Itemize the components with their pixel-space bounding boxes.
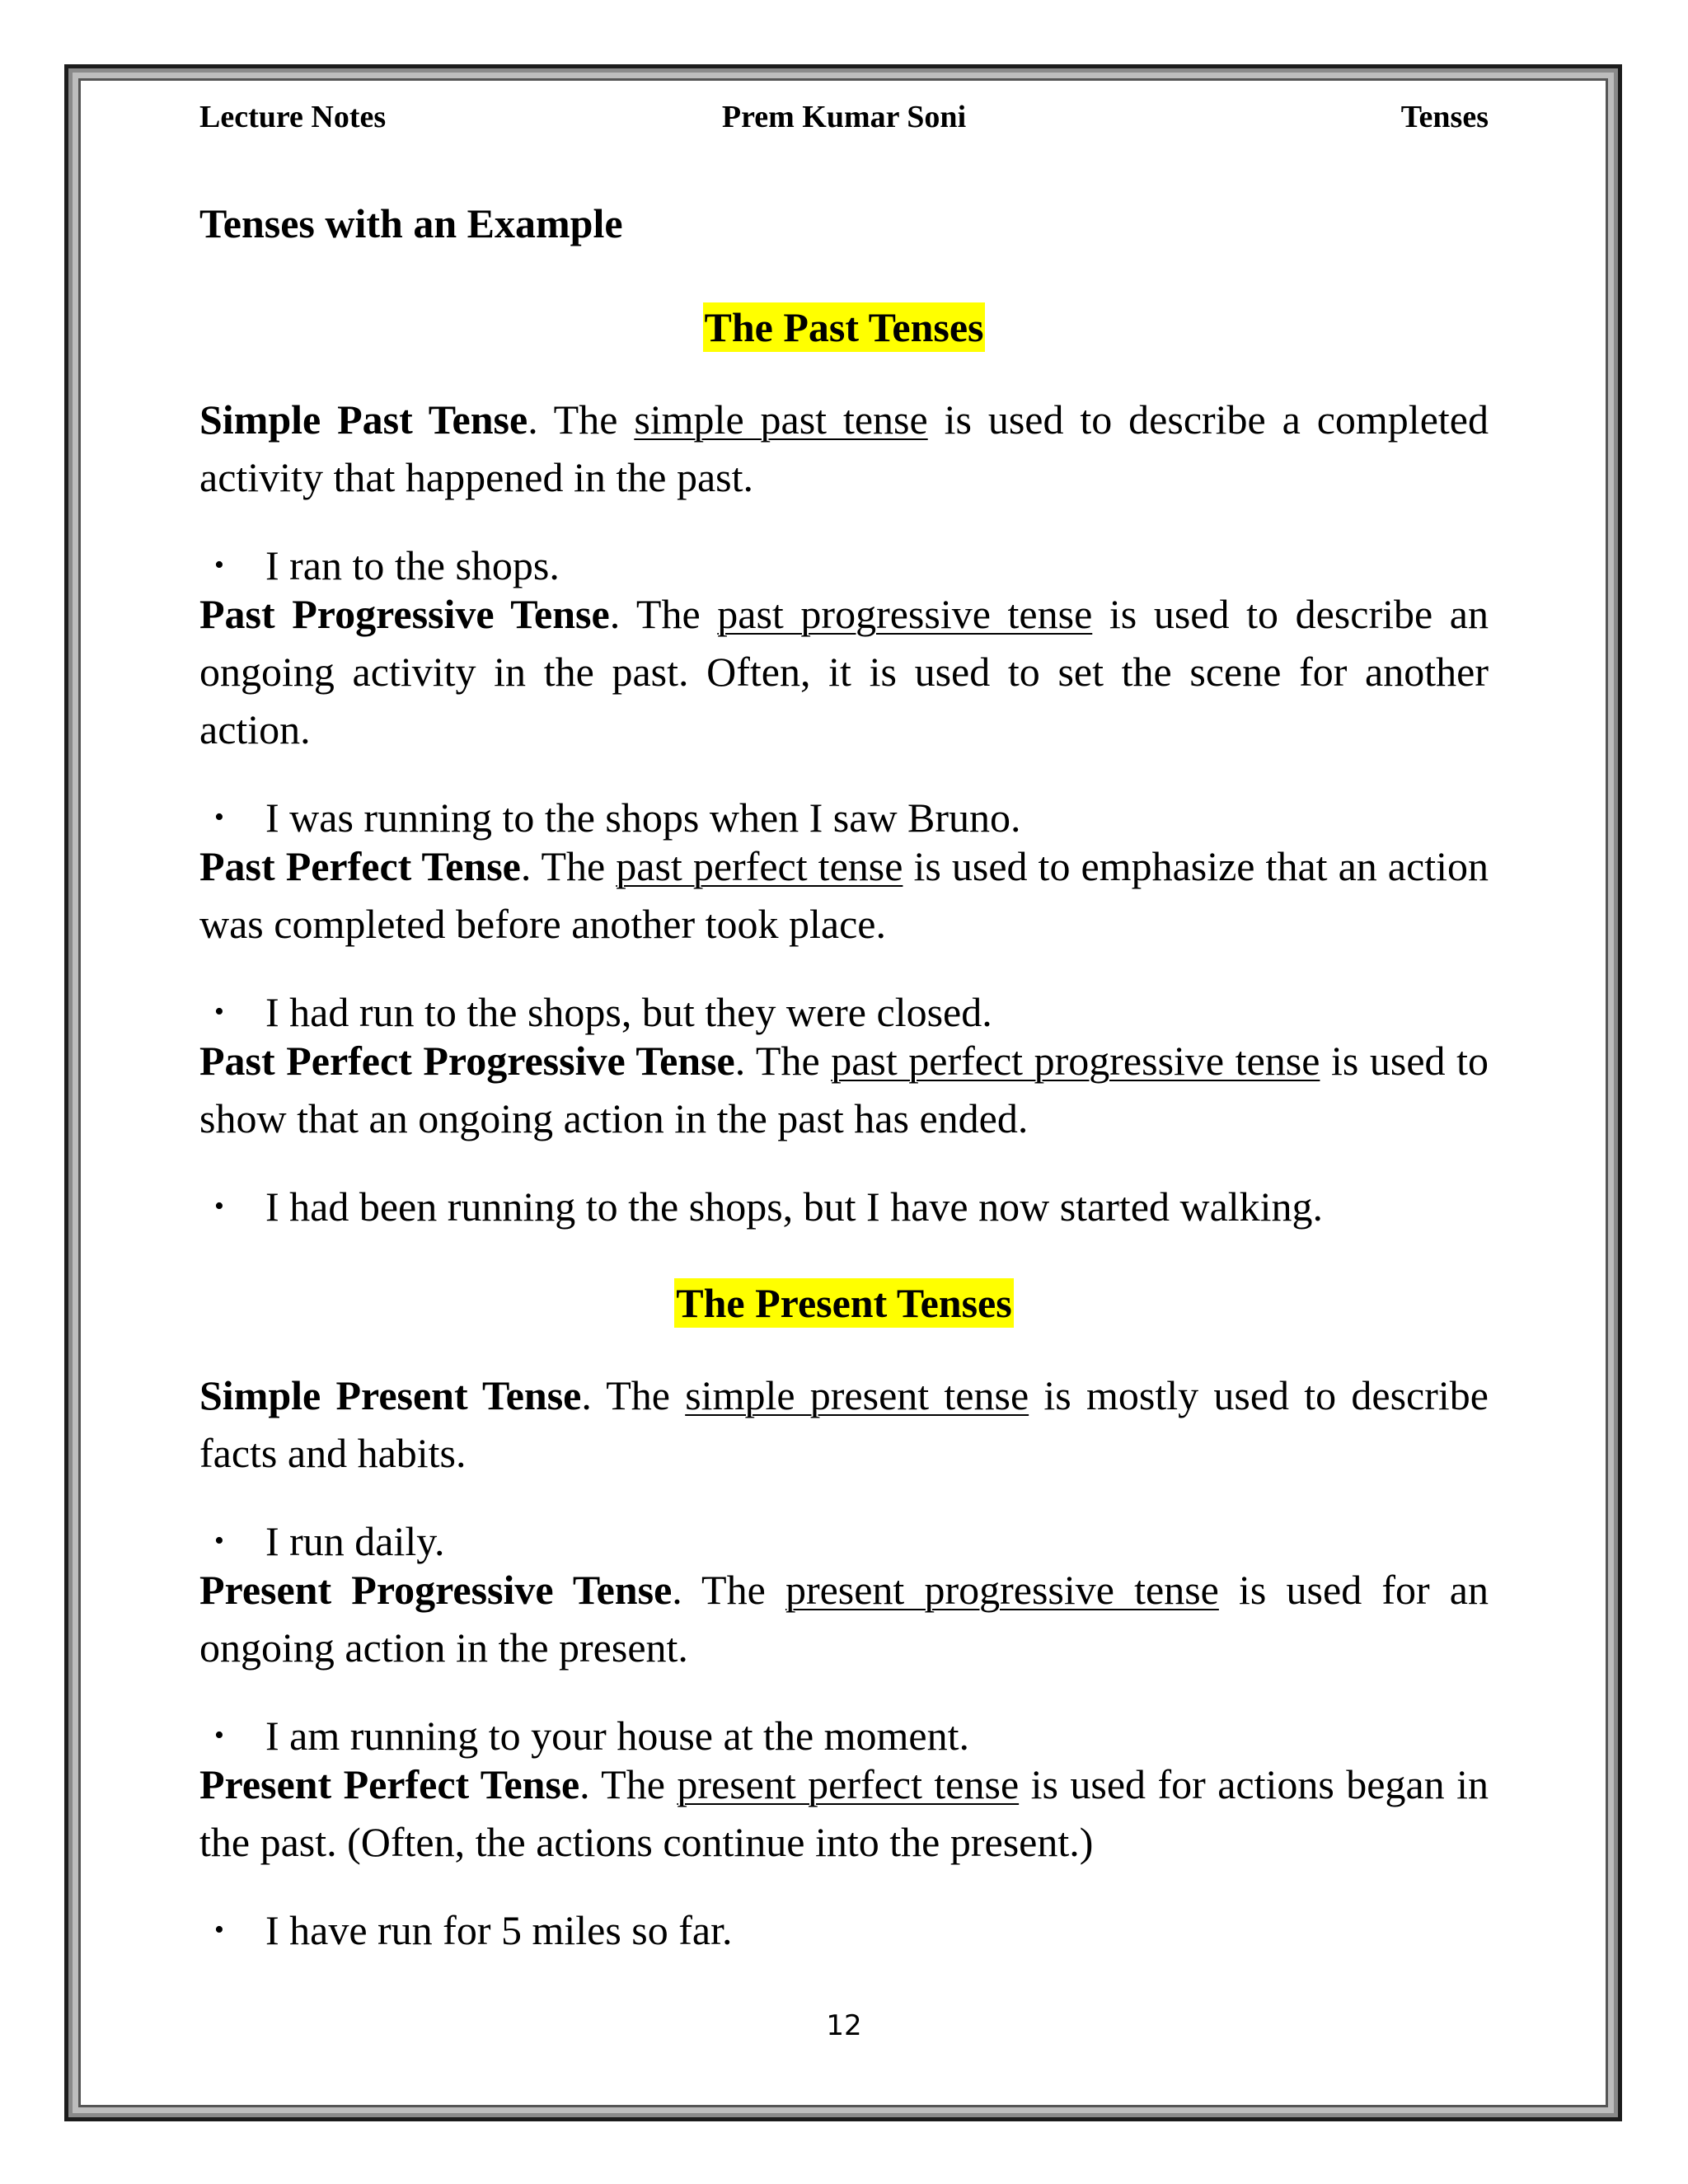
header-center: Prem Kumar Soni [721, 100, 967, 134]
example-text: I had been running to the shops, but I have now started walking. [265, 1183, 1324, 1230]
bullet-icon: • [214, 1720, 224, 1750]
header-left: Lecture Notes [199, 100, 387, 134]
term-simple-past: Simple Past Tense [199, 396, 528, 443]
definition-simple-past [199, 391, 1489, 506]
link-past-perfect-tense[interactable]: past perfect tense [616, 843, 903, 889]
definition-simple-present [199, 1366, 1489, 1482]
example-text: I had run to the shops, but they were closed. [265, 989, 992, 1035]
link-simple-past-tense[interactable]: simple past tense [634, 396, 928, 443]
definition-present-progressive [199, 1561, 1489, 1676]
definition-text: is used to describe an ongoing activity in the past. Often, it is used to set the scene for another action. [199, 591, 1489, 752]
definition-text: is used to show that an ongoing action in the past has ended. [199, 1038, 1489, 1141]
page-title: Tenses with an Example [199, 200, 623, 246]
section-heading-past [199, 303, 1489, 351]
term-simple-present: Simple Present Tense [199, 1372, 582, 1418]
link-present-perfect-tense[interactable]: present perfect tense [677, 1761, 1020, 1807]
example-text: I ran to the shops. [265, 542, 560, 588]
link-simple-present-tense[interactable]: simple present tense [685, 1372, 1029, 1418]
definition-separator: . The [609, 591, 718, 637]
definition-past-perfect [199, 837, 1489, 953]
example-text: I run daily. [265, 1518, 445, 1564]
bullet-icon: • [214, 1915, 224, 1945]
section-heading-present [199, 1279, 1489, 1327]
definition-text: is used for an ongoing action in the present. [199, 1567, 1489, 1671]
definition-separator: . The [579, 1761, 678, 1807]
example-text: I have run for 5 miles so far. [265, 1907, 733, 1953]
term-past-perfect-progressive: Past Perfect Progressive Tense [199, 1038, 735, 1084]
section-heading-past-text: The Past Tenses [704, 304, 984, 350]
bullet-icon: • [214, 1526, 224, 1556]
bullet-icon: • [214, 996, 224, 1027]
link-present-progressive-tense[interactable]: present progressive tense [785, 1567, 1219, 1613]
bullet-icon: • [214, 1191, 224, 1221]
header-right: Tenses [1400, 100, 1489, 134]
term-past-perfect: Past Perfect Tense [199, 843, 521, 889]
link-past-perfect-progressive-tense[interactable]: past perfect progressive tense [831, 1038, 1320, 1084]
definition-past-progressive [199, 585, 1489, 758]
running-header [199, 99, 1489, 140]
definition-text: is used for actions began in the past. (Often, the actions continue into the present.) [199, 1761, 1489, 1865]
definition-past-perfect-progressive [199, 1032, 1489, 1147]
definition-separator: . The [581, 1372, 686, 1418]
section-heading-present-text: The Present Tenses [676, 1280, 1012, 1326]
definition-separator: . The [672, 1567, 785, 1613]
page-number: 12 [826, 2009, 862, 2042]
definition-present-perfect [199, 1755, 1489, 1871]
term-present-perfect: Present Perfect Tense [199, 1761, 580, 1807]
example-text: I am running to your house at the moment. [265, 1713, 970, 1759]
definition-text: is used to emphasize that an action was completed before another took place. [199, 843, 1489, 947]
example-text: I was running to the shops when I saw Bruno. [265, 794, 1021, 841]
bullet-icon: • [214, 550, 224, 580]
link-past-progressive-tense[interactable]: past progressive tense [717, 591, 1093, 637]
definition-separator: . The [734, 1038, 832, 1084]
definition-text: is used to describe a completed activity that happened in the past. [199, 396, 1489, 500]
term-present-progressive: Present Progressive Tense [199, 1567, 673, 1613]
definition-text: is mostly used to describe facts and habits. [199, 1372, 1489, 1476]
term-past-progressive: Past Progressive Tense [199, 591, 610, 637]
definition-separator: . The [528, 396, 635, 443]
bullet-icon: • [214, 802, 224, 832]
definition-separator: . The [520, 843, 617, 889]
